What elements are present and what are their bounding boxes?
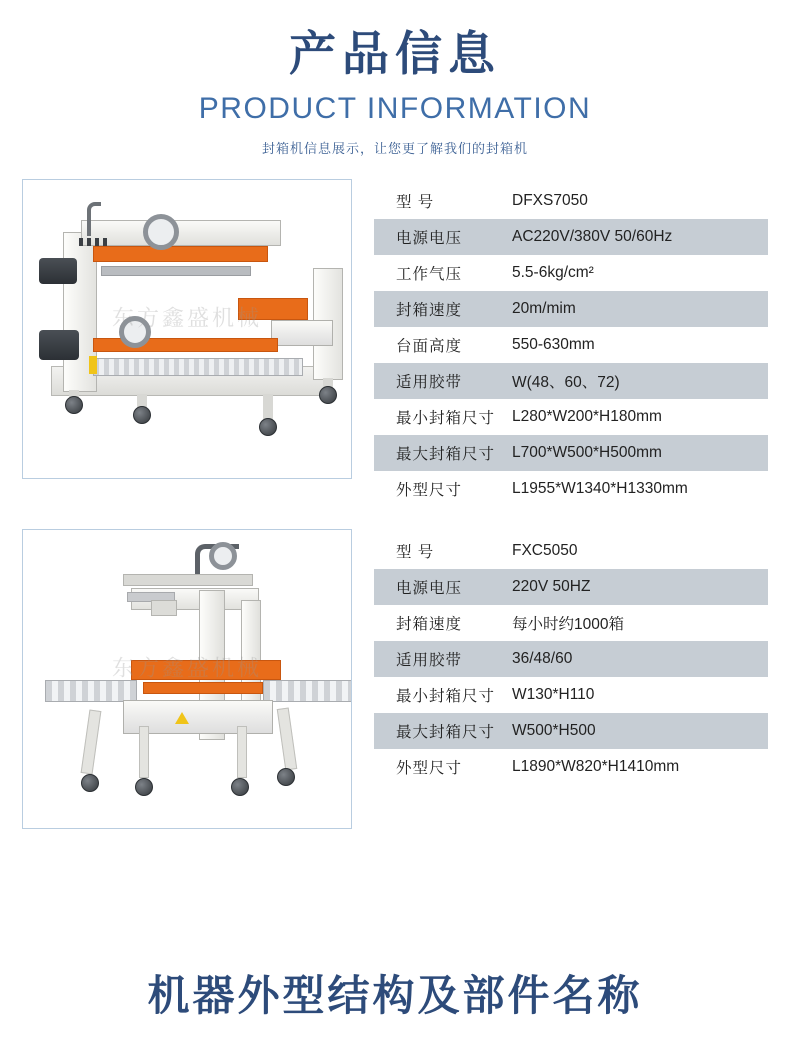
spec-key: 封箱速度 [396,302,463,320]
spec-key: 电源电压 [396,580,463,598]
image-watermark: 东方鑫盛机械 [111,655,263,681]
spec-key: 台面高度 [396,338,463,356]
table-row [374,471,768,507]
spec-key: 最大封箱尺寸 [396,724,496,742]
spec-key: 型 号 [396,194,435,212]
spec-table-1 [374,183,768,507]
spec-value: DFXS7050 [512,192,588,210]
table-row [374,641,768,677]
spec-key: 电源电压 [396,230,463,248]
table-row [374,677,768,713]
spec-value: L1890*W820*H1410mm [512,758,680,776]
table-row [374,713,768,749]
product-image-1 [22,179,352,479]
spec-value: L1955*W1340*H1330mm [512,480,688,498]
spec-value: 20m/mim [512,300,576,318]
table-row [374,533,768,569]
image-watermark: 东方鑫盛机械 [111,305,263,331]
spec-key: 最小封箱尺寸 [396,410,496,428]
spec-key: 封箱速度 [396,616,463,634]
page-title-english: PRODUCT INFORMATION [198,92,592,126]
spec-value: W500*H500 [512,722,596,740]
page-subtitle: 封箱机信息展示，让您更了解我们的封箱机 [261,141,528,157]
table-row [374,605,768,641]
spec-key: 最小封箱尺寸 [396,688,496,706]
spec-value: FXC5050 [512,542,578,560]
product-image-2 [22,529,352,829]
table-row [374,255,768,291]
spec-table-2 [374,533,768,785]
spec-key: 工作气压 [396,266,463,284]
spec-key: 外型尺寸 [396,760,463,778]
spec-value: W130*H110 [512,686,595,704]
spec-key: 最大封箱尺寸 [396,446,496,464]
spec-value: 每小时约1000箱 [512,616,624,634]
table-row [374,183,768,219]
table-row [374,749,768,785]
spec-key: 型 号 [396,544,435,562]
product-block-2 [0,529,790,829]
footer-section-title: 机器外型结构及部件名称 [147,971,643,1020]
spec-key: 外型尺寸 [396,482,463,500]
table-row [374,435,768,471]
machine-illustration-2 [23,530,351,828]
table-row [374,569,768,605]
spec-value: 220V 50HZ [512,578,591,596]
spec-value: L280*W200*H180mm [512,408,662,426]
product-block-1 [0,179,790,507]
table-row [374,291,768,327]
table-row [374,399,768,435]
page-header [0,0,790,157]
spec-value: 36/48/60 [512,650,573,668]
table-row [374,327,768,363]
spec-value: L700*W500*H500mm [512,444,662,462]
spec-key: 适用胶带 [396,652,463,670]
spec-value: W(48、60、72) [512,374,620,392]
spec-key: 适用胶带 [396,374,463,392]
page-title: 产品信息 [289,27,501,82]
spec-value: 5.5-6kg/cm² [512,264,594,282]
spec-value: 550-630mm [512,336,595,354]
table-row [374,363,768,399]
spec-value: AC220V/380V 50/60Hz [512,228,673,246]
machine-illustration-1 [23,180,351,478]
table-row [374,219,768,255]
